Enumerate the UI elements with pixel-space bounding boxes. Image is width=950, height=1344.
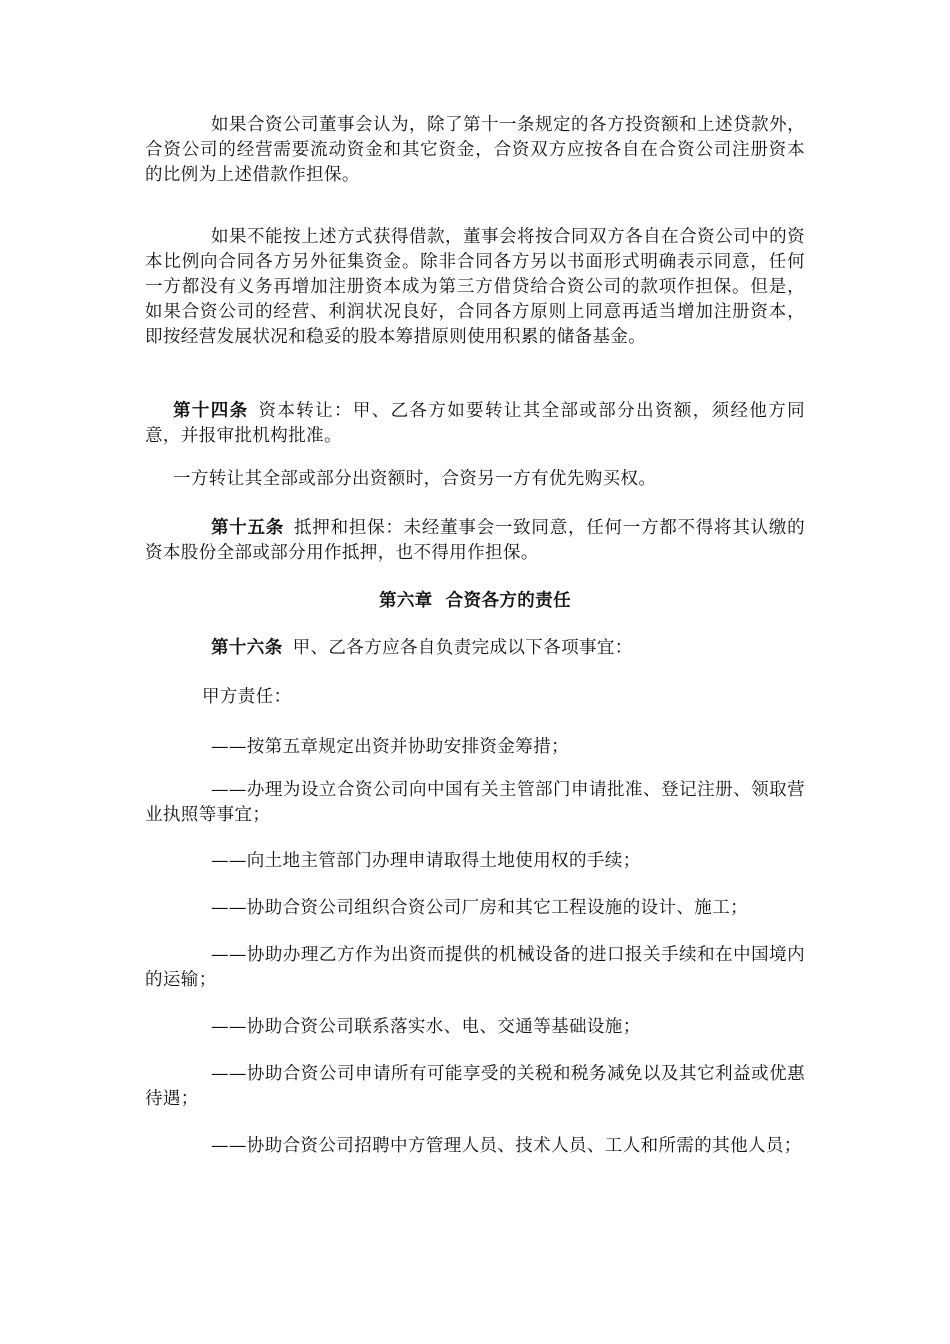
chapter-6-title: 第六章 合资各方的责任 <box>379 591 571 611</box>
duty-item: ——协助合资公司申请所有可能享受的关税和税务减免以及其它利益或优惠待遇； <box>145 1064 805 1109</box>
article-15 <box>145 516 805 566</box>
party-a-heading: 甲方责任： <box>202 687 292 707</box>
duty-item: ——按第五章规定出资并协助安排资金筹措； <box>211 737 569 757</box>
article-16-number: 第十六条 <box>211 638 283 658</box>
article-15-text: 抵押和担保：未经董事会一致同意，任何一方都不得将其认缴的资本股份全部或部分用作抵押，也不得用作担保。 <box>145 518 805 563</box>
article-16-text: 甲、乙各方应各自负责完成以下各项事宜： <box>292 638 633 658</box>
duty-item: ——协助合资公司招聘中方管理人员、技术人员、工人和所需的其他人员； <box>211 1136 802 1156</box>
paragraph-preemptive-right: 一方转让其全部或部分出资额时，合资另一方有优先购买权。 <box>173 469 657 489</box>
duty-item: ——向土地主管部门办理申请取得土地使用权的手续； <box>211 851 641 871</box>
article-14-text: 资本转让：甲、乙各方如要转让其全部或部分出资额，须经他方同意，并报审批机构批准。 <box>145 401 805 446</box>
article-15-number: 第十五条 <box>211 518 285 538</box>
duty-item: ——协助合资公司联系落实水、电、交通等基础设施； <box>211 1017 641 1037</box>
article-14-number: 第十四条 <box>173 401 249 421</box>
duty-item: ——办理为设立合资公司向中国有关主管部门申请批准、登记注册、领取营业执照等事宜； <box>145 780 805 825</box>
duty-item: ——协助办理乙方作为出资而提供的机械设备的进口报关手续和在中国境内的运输； <box>145 945 805 990</box>
paragraph-additional-funds: 如果不能按上述方式获得借款，董事会将按合同双方各自在合资公司中的资本比例向合同各方另外征集资金。除非合同各方另以书面形式明确表示同意，任何一方都没有义务再增加注册资本成为第三方借贷给合资公司的款项作担保。但是，如果合资公司的经营、利润状况良好，合同各方原则上同意再适当增加注册资本，即按经营发展状况和稳妥的股本筹措原则使用积累的储备基金。 <box>145 227 805 347</box>
duty-item: ——协助合资公司组织合资公司厂房和其它工程设施的设计、施工； <box>211 898 748 918</box>
article-14 <box>145 399 805 449</box>
paragraph-loan-guarantee: 如果合资公司董事会认为，除了第十一条规定的各方投资额和上述贷款外，合资公司的经营需要流动资金和其它资金，合资双方应按各自在合资公司注册资本的比例为上述借款作担保。 <box>145 115 805 185</box>
article-16 <box>145 636 805 661</box>
